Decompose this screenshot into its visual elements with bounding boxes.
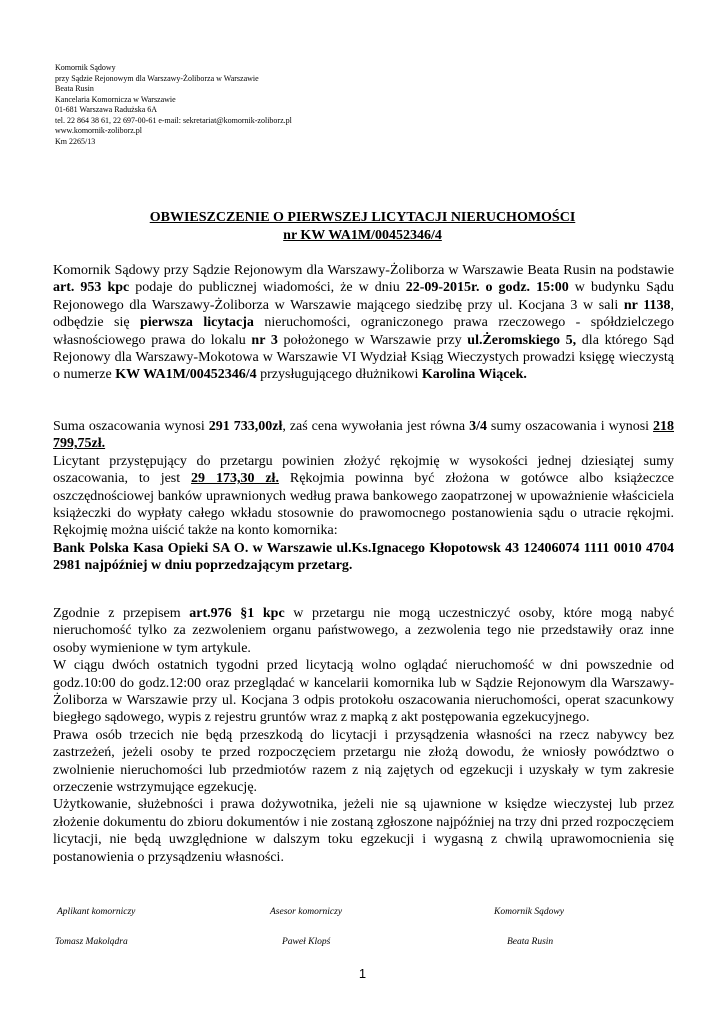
text: dla którego Sąd Rejonowy dla Warszawy-Mokotowa w Warszawie VI Wydział Ksiąg Wieczystych prowadzi księgę wieczystą o numerze xyxy=(53,332,675,383)
text-bold: 3/4 xyxy=(469,419,487,434)
text-bold: pierwsza licytacja xyxy=(140,315,254,331)
text: Suma oszacowania wynosi xyxy=(53,419,209,434)
paragraph-easements: Użytkowanie, służebności i prawa dożywotnika, jeżeli nie są ujawnione w księdze wieczystej lub przez złożenie dokumentu do zbioru dokumentów i nie zostaną zgłoszone najpóźniej na trzy dni przed rozpoczęciem licytacji, nie będą uwzględnione w dalszym toku egzekucji i wygasną z chwilą uprawomocnienia się postanowienia o przysądzeniu własności. xyxy=(53,797,674,865)
valuation-amount: 291 733,00zł xyxy=(208,419,283,434)
page-number: 1 xyxy=(358,966,367,981)
notice-title-line1: OBWIESZCZENIE O PIERWSZEJ LICYTACJI NIERUCHOMOŚCI xyxy=(149,210,576,225)
signature-name-applicant: Tomasz Makolądra xyxy=(55,937,128,947)
paragraph-viewing: W ciągu dwóch ostatnich tygodni przed licytacją wolno oglądać nieruchomość w dni powszednie od godz.10:00 do godz.12:00 oraz przeglądać w kancelarii komornika lub w Sądzie Rejonowym dla Warszawy-Żoliborza w Warszawie przy ul. Kocjana 3 odpis protokołu oszacowania nieruchomości, operat szacunkowy biegłego sądowego, wypis z rejestru gruntów wraz z mapką z akt postępowania egzekucyjnego. xyxy=(53,658,674,726)
office-header xyxy=(55,63,292,147)
text: Komornik Sądowy przy Sądzie Rejonowym dla Warszawy-Żoliborza w Warszawie Beata Rusin na podstawie xyxy=(53,263,674,278)
text-bold: nr 3 xyxy=(251,332,278,348)
text: położonego w Warszawie przy xyxy=(277,332,468,348)
text: Licytant przystępujący do przetargu powinien złożyć rękojmię w wysokości jednej dziesiątej sumy oszacowania, to jest xyxy=(53,453,674,487)
deposit-amount: 29 173,30 zł. xyxy=(191,471,279,487)
header-line: tel. 22 864 38 61, 22 697-00-61 e-mail: sekretariat@komornik-zoliborz.pl xyxy=(55,115,292,125)
starting-price: 218 799,75zł. xyxy=(53,419,675,452)
text-bold: ul.Żeromskiego 5, xyxy=(467,332,577,348)
text-bold: art. 953 kpc xyxy=(53,280,130,296)
paragraph-legal-terms xyxy=(53,605,674,866)
bank-account-line: Bank Polska Kasa Opieki SA O. w Warszawie ul.Ks.Ignacego Kłopotowsk 43 12406074 1111 0010 4704 2981 najpóźniej w dniu poprzedzającym przetarg. xyxy=(53,540,674,574)
text: w budynku Sądu Rejonowego dla Warszawy-Żoliborza w Warszawie mającego siedzibę przy ul. Kocjana 3 w sali xyxy=(53,280,674,313)
notice-title xyxy=(0,209,725,226)
header-line: Km 2265/13 xyxy=(55,136,96,146)
paragraph-third-party-rights: Prawa osób trzecich nie będą przeszkodą do licytacji i przysądzenia własności na rzecz nabywcy bez zastrzeżeń, jeżeli osoby te przed rozpoczęciem przetargu nie złożą dowodu, że wniosły powództwo o zwolnienie nieruchomości lub przedmiotów razem z nią zajętych od egzekucji i uzyskały w tym zakresie orzeczenie wstrzymujące egzekucję. xyxy=(53,727,674,796)
header-line: www.komornik-zoliborz.pl xyxy=(55,126,143,135)
header-line: 01-681 Warszawa Radużska 6A xyxy=(55,105,158,114)
signature-role-assessor: Asesor komorniczy xyxy=(270,907,343,917)
header-line: Kancelaria Komornicza w Warszawie xyxy=(55,94,176,104)
notice-title-kw xyxy=(0,227,725,244)
text: przysługującego dłużnikowi xyxy=(256,367,422,383)
text-bold: 22-09-2015r. o godz. 15:00 xyxy=(405,280,569,296)
text-bold: nr 1138 xyxy=(623,297,671,313)
text: Zgodnie z przepisem xyxy=(53,606,190,621)
signature-role-bailiff: Komornik Sądowy xyxy=(494,907,564,917)
header-line: Beata Rusin xyxy=(55,84,94,93)
text-bold: KW WA1M/00452346/4 xyxy=(115,367,257,383)
text-bold: Karolina Wiącek. xyxy=(421,367,527,383)
text: podaje do publicznej wiadomości, że w dniu xyxy=(129,280,406,296)
signature-name-bailiff: Beata Rusin xyxy=(507,937,554,947)
text: sumy oszacowania i wynosi xyxy=(486,419,654,434)
text: nieruchomości, ograniczonego prawa rzeczowego - spółdzielczego własnościowego prawa do lokalu xyxy=(53,315,674,348)
notice-title-line2: nr KW WA1M/00452346/4 xyxy=(283,228,442,243)
header-line: przy Sądzie Rejonowym dla Warszawy-Żoliborza w Warszawie xyxy=(55,73,259,83)
text: , odbędzie się xyxy=(53,297,674,331)
signature-name-assessor: Paweł Klopś xyxy=(282,937,331,947)
paragraph-valuation xyxy=(53,418,674,575)
text-bold: art.976 §1 kpc xyxy=(189,606,285,621)
header-line: Komornik Sądowy xyxy=(55,63,116,72)
text: Rękojmia powinna być złożona w gotówce albo książeczce oszczędnościowej banków uprawnionych według prawa bankowego zaopatrzonej w upoważnienie właściciela książeczki do wypłaty całego wkładu stosownie do prawomocnego postanowienia sądu o utracie rękojmi. Rękojmię można uiścić także na konto komornika: xyxy=(53,471,674,539)
paragraph-auction-announcement xyxy=(53,262,674,384)
text: w przetargu nie mogą uczestniczyć osoby, które mogą nabyć nieruchomość tylko za zezwoleniem organu państwowego, a zezwolenia tego nie przedstawiły oraz inne osoby wymienione w tym artykule. xyxy=(53,606,674,656)
text: , zaś cena wywołania jest równa xyxy=(282,419,470,434)
signature-role-applicant: Aplikant komorniczy xyxy=(57,907,136,917)
